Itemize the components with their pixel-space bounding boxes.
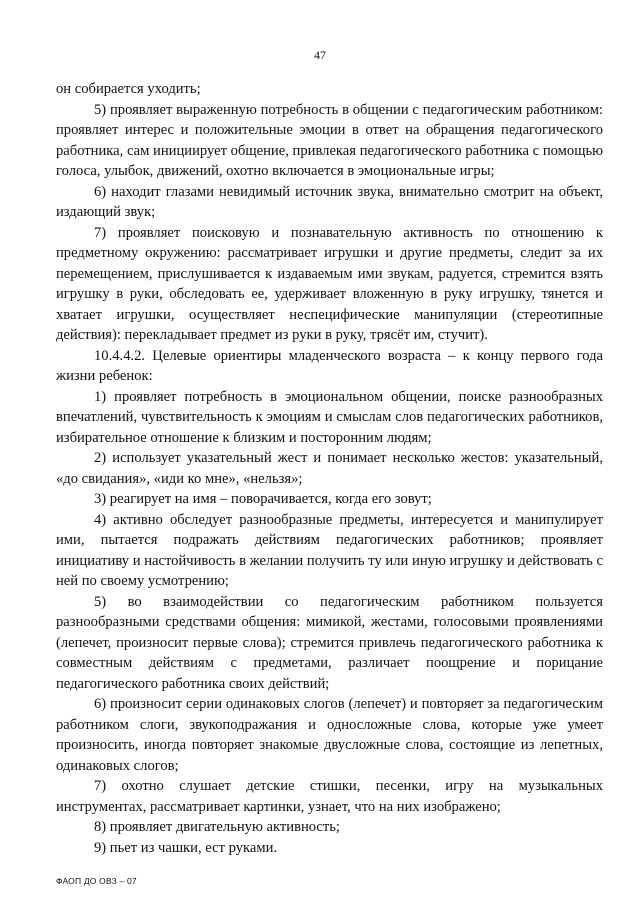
target-item-2: 2) использует указательный жест и понимает несколько жестов: указательный, «до свидания», «иди ко мне», «нельзя»;	[56, 450, 603, 487]
section-10-4-4-2: 10.4.4.2. Целевые ориентиры младенческого возраста – к концу первого года жизни ребенок:	[56, 347, 603, 384]
target-item-7: 7) охотно слушает детские стишки, песенки, игру на музыкальных инструментах, рассматривает картинки, узнает, что на них изображено;	[56, 778, 603, 815]
page-number: 47	[314, 48, 326, 62]
page-footer: ФАОП ДО ОВЗ – 07	[56, 876, 137, 886]
list-item-7: 7) проявляет поисковую и познавательную активность по отношению к предметному окружению: рассматривает игрушки и другие предметы, следит за их перемещением, прислушивается к издаваемым ими звукам, радуется, стремится взять игрушку в руки, обследовать ее, удерживает вложенную в руку игрушку, тянется и хватает игрушки, осуществляет неспецифические манипуляции (стереотипные действия): перекладывает предмет из руки в руку, трясёт им, стучит).	[56, 224, 603, 343]
page-body	[56, 79, 603, 858]
target-item-1: 1) проявляет потребность в эмоциональном общении, поиске разнообразных впечатлений, чувствительность к эмоциям и смыслам слов педагогических работников, избирательное отношение к близким и посторонним людям;	[56, 388, 603, 446]
target-item-9: 9) пьет из чашки, ест руками.	[94, 839, 278, 856]
target-item-8: 8) проявляет двигательную активность;	[94, 819, 340, 835]
target-item-4: 4) активно обследует разнообразные предметы, интересуется и манипулирует ими, пытается подражать действиям педагогических работников; проявляет инициативу и настойчивость в желании получить ту или иную игрушку и действовать с ней по своему усмотрению;	[56, 511, 603, 589]
list-item-5: 5) проявляет выраженную потребность в общении с педагогическим работником: проявляет интерес и положительные эмоции в ответ на обращения педагогического работника, сам инициирует общение, привлекая педагогического работника с помощью голоса, улыбок, движений, охотно включается в эмоциональные игры;	[56, 101, 603, 179]
list-item-6: 6) находит глазами невидимый источник звука, внимательно смотрит на объект, издающий звук;	[56, 183, 603, 220]
paragraph-continuation: он собирается уходить;	[56, 81, 201, 97]
target-item-3: 3) реагирует на имя – поворачивается, когда его зовут;	[94, 491, 432, 507]
target-item-6: 6) произносит серии одинаковых слогов (лепечет) и повторяет за педагогическим работником слоги, звукоподражания и односложные слова, которые уже умеет произносить, иногда повторяет знакомые двусложные слова, состоящие из лепетных, одинаковых слогов;	[56, 696, 603, 774]
target-item-5: 5) во взаимодействии со педагогическим работником пользуется разнообразными средствами общения: мимикой, жестами, голосовыми проявлениями (лепечет, произносит первые слова); стремится привлечь педагогического работника к совместным действиям с предметами, различает поощрение и порицание педагогического работника своих действий;	[56, 593, 603, 692]
